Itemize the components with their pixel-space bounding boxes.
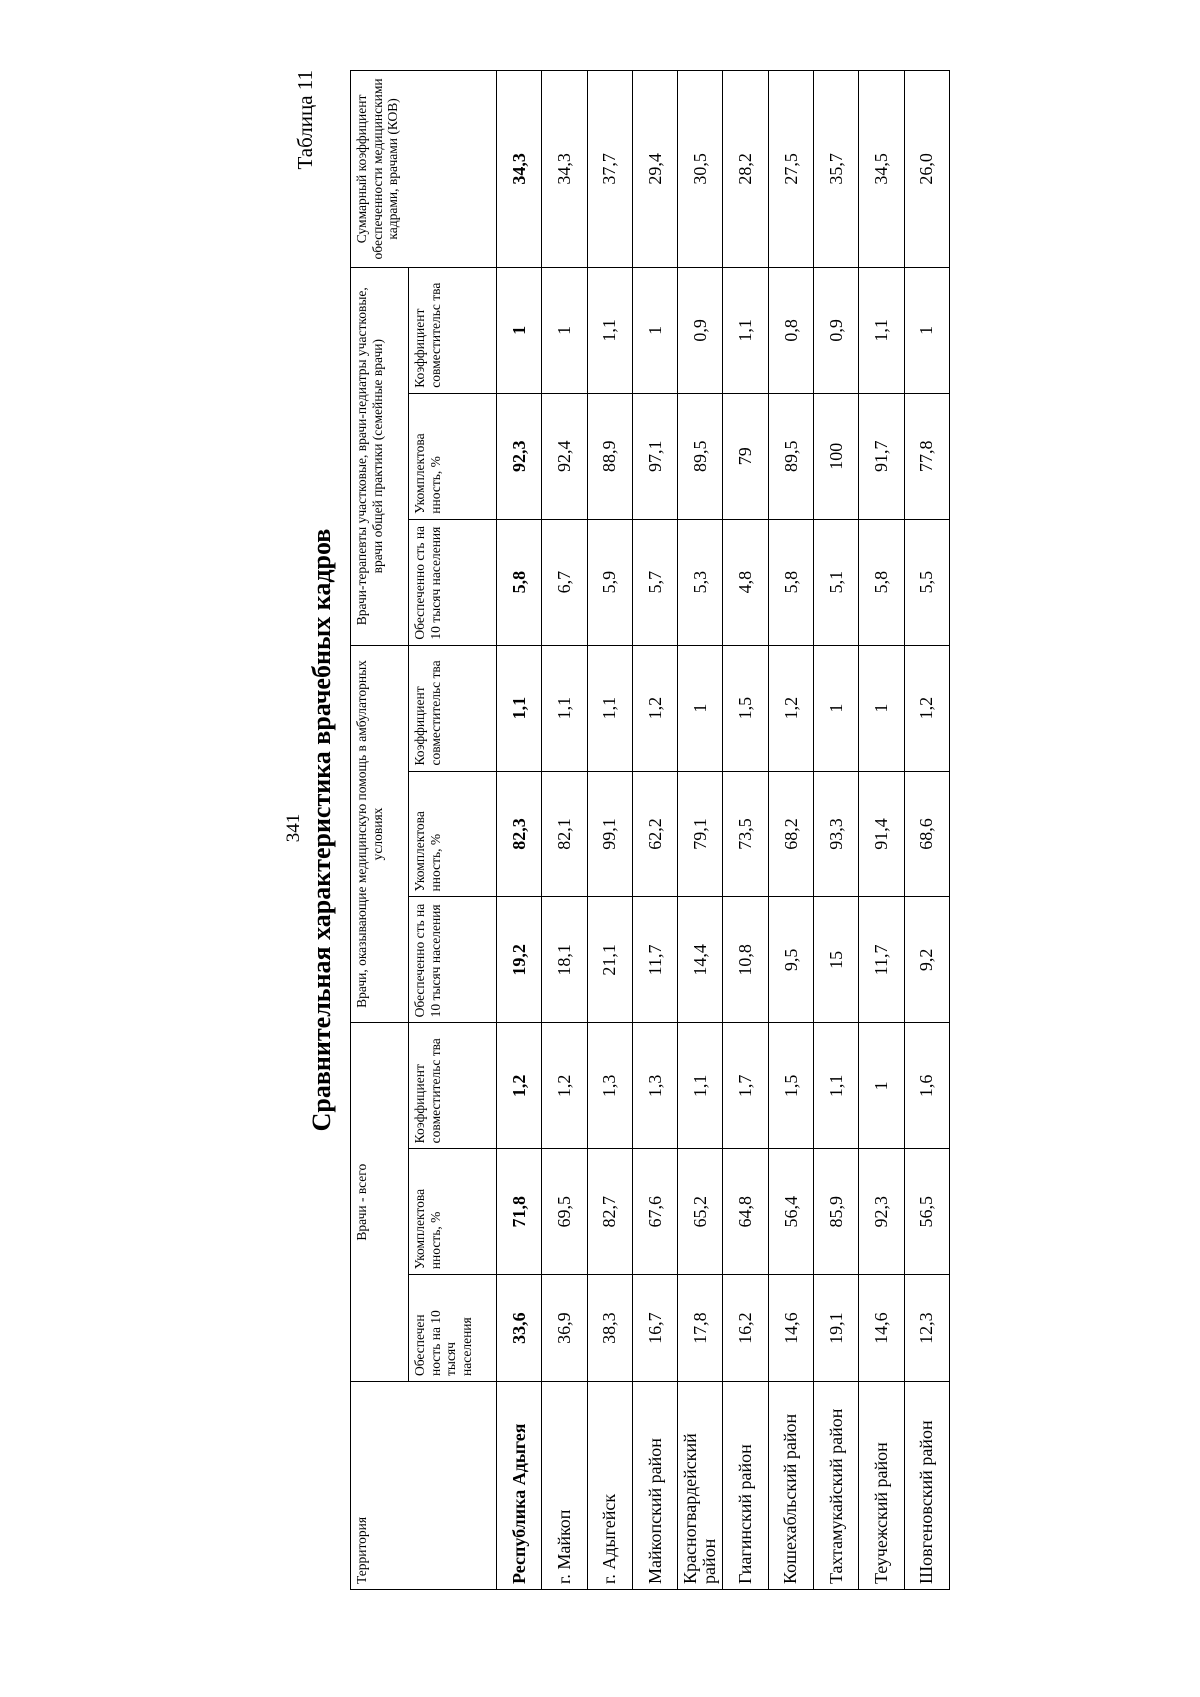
value-cell: 1 [859, 645, 904, 771]
physician-staffing-table [350, 70, 950, 1590]
value-cell: 5,8 [768, 519, 813, 645]
value-cell: 9,2 [904, 897, 949, 1023]
value-cell: 16,2 [723, 1275, 768, 1382]
value-cell: 1,2 [904, 645, 949, 771]
value-cell: 82,1 [542, 771, 587, 897]
value-cell: 69,5 [542, 1149, 587, 1275]
value-cell: 1,3 [632, 1023, 677, 1149]
value-cell: 68,2 [768, 771, 813, 897]
value-cell: 1,1 [587, 267, 632, 393]
value-cell: 5,8 [859, 519, 904, 645]
value-cell: 92,3 [497, 393, 542, 519]
value-cell: 1,5 [723, 645, 768, 771]
table-row [723, 71, 768, 1590]
value-cell: 1 [678, 645, 723, 771]
value-cell: 9,5 [768, 897, 813, 1023]
value-cell: 1,2 [632, 645, 677, 771]
value-cell: 89,5 [768, 393, 813, 519]
value-cell: 1,1 [814, 1023, 859, 1149]
value-cell: 1 [632, 267, 677, 393]
territory-cell: Тахтамукайский район [814, 1382, 859, 1590]
value-cell: 85,9 [814, 1149, 859, 1275]
header-territory: Территория [351, 1382, 497, 1590]
value-cell: 77,8 [904, 393, 949, 519]
value-cell: 91,7 [859, 393, 904, 519]
header-sub: Коэффициент совместительс тва [409, 1023, 497, 1149]
header-row-groups [351, 71, 409, 1590]
value-cell: 68,6 [904, 771, 949, 897]
value-cell: 18,1 [542, 897, 587, 1023]
value-cell: 1 [904, 267, 949, 393]
value-cell: 1,2 [768, 645, 813, 771]
header-sub: Укомплектова нность, % [409, 771, 497, 897]
value-cell: 16,7 [632, 1275, 677, 1382]
table-row [768, 71, 813, 1590]
value-cell: 26,0 [904, 71, 949, 268]
value-cell: 5,8 [497, 519, 542, 645]
value-cell: 5,9 [587, 519, 632, 645]
value-cell: 64,8 [723, 1149, 768, 1275]
value-cell: 1,5 [768, 1023, 813, 1149]
value-cell: 21,1 [587, 897, 632, 1023]
value-cell: 10,8 [723, 897, 768, 1023]
value-cell: 1,1 [542, 645, 587, 771]
header-sub: Укомплектова нность, % [409, 1149, 497, 1275]
territory-cell: г. Майкоп [542, 1382, 587, 1590]
value-cell: 56,5 [904, 1149, 949, 1275]
value-cell: 67,6 [632, 1149, 677, 1275]
header-sub: Обеспеченно сть на 10 тысяч населения [409, 519, 497, 645]
header-sub: Коэффициент совместительс тва [409, 645, 497, 771]
header-group-outpatient: Врачи, оказывающие медицинскую помощь в амбулаторных условиях [351, 645, 409, 1023]
value-cell: 37,7 [587, 71, 632, 268]
value-cell: 14,6 [859, 1275, 904, 1382]
table-caption: Таблица 11 [293, 70, 317, 170]
value-cell: 97,1 [632, 393, 677, 519]
value-cell: 1,7 [723, 1023, 768, 1149]
value-cell: 56,4 [768, 1149, 813, 1275]
header-sub: Обеспечен ность на 10 тысяч населения [409, 1275, 497, 1382]
table-row [542, 71, 587, 1590]
value-cell: 91,4 [859, 771, 904, 897]
value-cell: 30,5 [678, 71, 723, 268]
value-cell: 19,1 [814, 1275, 859, 1382]
value-cell: 1,3 [587, 1023, 632, 1149]
value-cell: 0,9 [678, 267, 723, 393]
value-cell: 28,2 [723, 71, 768, 268]
value-cell: 15 [814, 897, 859, 1023]
value-cell: 92,4 [542, 393, 587, 519]
header-summary-kov: Суммарный коэффициент обеспеченности медицинскими кадрами, врачами (КОВ) [351, 71, 497, 268]
value-cell: 79,1 [678, 771, 723, 897]
document-title: Сравнительная характеристика врачебных кадров [307, 528, 336, 1132]
value-cell: 27,5 [768, 71, 813, 268]
value-cell: 1 [814, 645, 859, 771]
value-cell: 5,3 [678, 519, 723, 645]
territory-cell: г. Адыгейск [587, 1382, 632, 1590]
table-row [859, 71, 904, 1590]
header-sub: Обеспеченно сть на 10 тысяч населения [409, 897, 497, 1023]
value-cell: 62,2 [632, 771, 677, 897]
header-group-all-doctors: Врачи - всего [351, 1023, 409, 1382]
value-cell: 0,9 [814, 267, 859, 393]
value-cell: 82,3 [497, 771, 542, 897]
value-cell: 29,4 [632, 71, 677, 268]
value-cell: 1,1 [678, 1023, 723, 1149]
value-cell: 1,1 [723, 267, 768, 393]
value-cell: 100 [814, 393, 859, 519]
table-row [678, 71, 723, 1590]
value-cell: 33,6 [497, 1275, 542, 1382]
territory-cell: Красногвардейский район [678, 1382, 723, 1590]
value-cell: 34,3 [542, 71, 587, 268]
value-cell: 79 [723, 393, 768, 519]
value-cell: 34,5 [859, 71, 904, 268]
value-cell: 71,8 [497, 1149, 542, 1275]
value-cell: 11,7 [632, 897, 677, 1023]
value-cell: 1,6 [904, 1023, 949, 1149]
value-cell: 5,1 [814, 519, 859, 645]
value-cell: 1,2 [542, 1023, 587, 1149]
value-cell: 0,8 [768, 267, 813, 393]
value-cell: 12,3 [904, 1275, 949, 1382]
value-cell: 4,8 [723, 519, 768, 645]
value-cell: 88,9 [587, 393, 632, 519]
table-body [497, 71, 950, 1590]
value-cell: 36,9 [542, 1275, 587, 1382]
value-cell: 1,1 [497, 645, 542, 771]
value-cell: 1,1 [587, 645, 632, 771]
territory-cell: Гиагинский район [723, 1382, 768, 1590]
value-cell: 92,3 [859, 1149, 904, 1275]
value-cell: 93,3 [814, 771, 859, 897]
page-number: 341 [283, 813, 304, 843]
value-cell: 11,7 [859, 897, 904, 1023]
territory-cell: Шовгеновский район [904, 1382, 949, 1590]
value-cell: 5,7 [632, 519, 677, 645]
header-sub: Укомплектова нность, % [409, 393, 497, 519]
value-cell: 65,2 [678, 1149, 723, 1275]
territory-cell: Теучежский район [859, 1382, 904, 1590]
territory-cell: Республика Адыгея [497, 1382, 542, 1590]
value-cell: 82,7 [587, 1149, 632, 1275]
table-row [904, 71, 949, 1590]
header-sub: Коэффициент совместительс тва [409, 267, 497, 393]
table-row [587, 71, 632, 1590]
value-cell: 1,1 [859, 267, 904, 393]
territory-cell: Майкопский район [632, 1382, 677, 1590]
value-cell: 5,5 [904, 519, 949, 645]
table-row [497, 71, 542, 1590]
header-group-district: Врачи-терапевты участковые, врачи-педиатры участковые, врачи общей практики (семейные врачи) [351, 267, 409, 645]
value-cell: 1 [497, 267, 542, 393]
value-cell: 35,7 [814, 71, 859, 268]
rotated-content [255, 70, 937, 1590]
territory-cell: Кошехабльский район [768, 1382, 813, 1590]
value-cell: 14,4 [678, 897, 723, 1023]
value-cell: 38,3 [587, 1275, 632, 1382]
value-cell: 17,8 [678, 1275, 723, 1382]
value-cell: 89,5 [678, 393, 723, 519]
table-row [632, 71, 677, 1590]
value-cell: 1,2 [497, 1023, 542, 1149]
header-row-sub [409, 71, 497, 1590]
value-cell: 73,5 [723, 771, 768, 897]
value-cell: 99,1 [587, 771, 632, 897]
value-cell: 1 [859, 1023, 904, 1149]
value-cell: 19,2 [497, 897, 542, 1023]
table-row [814, 71, 859, 1590]
value-cell: 6,7 [542, 519, 587, 645]
value-cell: 14,6 [768, 1275, 813, 1382]
value-cell: 1 [542, 267, 587, 393]
value-cell: 34,3 [497, 71, 542, 268]
